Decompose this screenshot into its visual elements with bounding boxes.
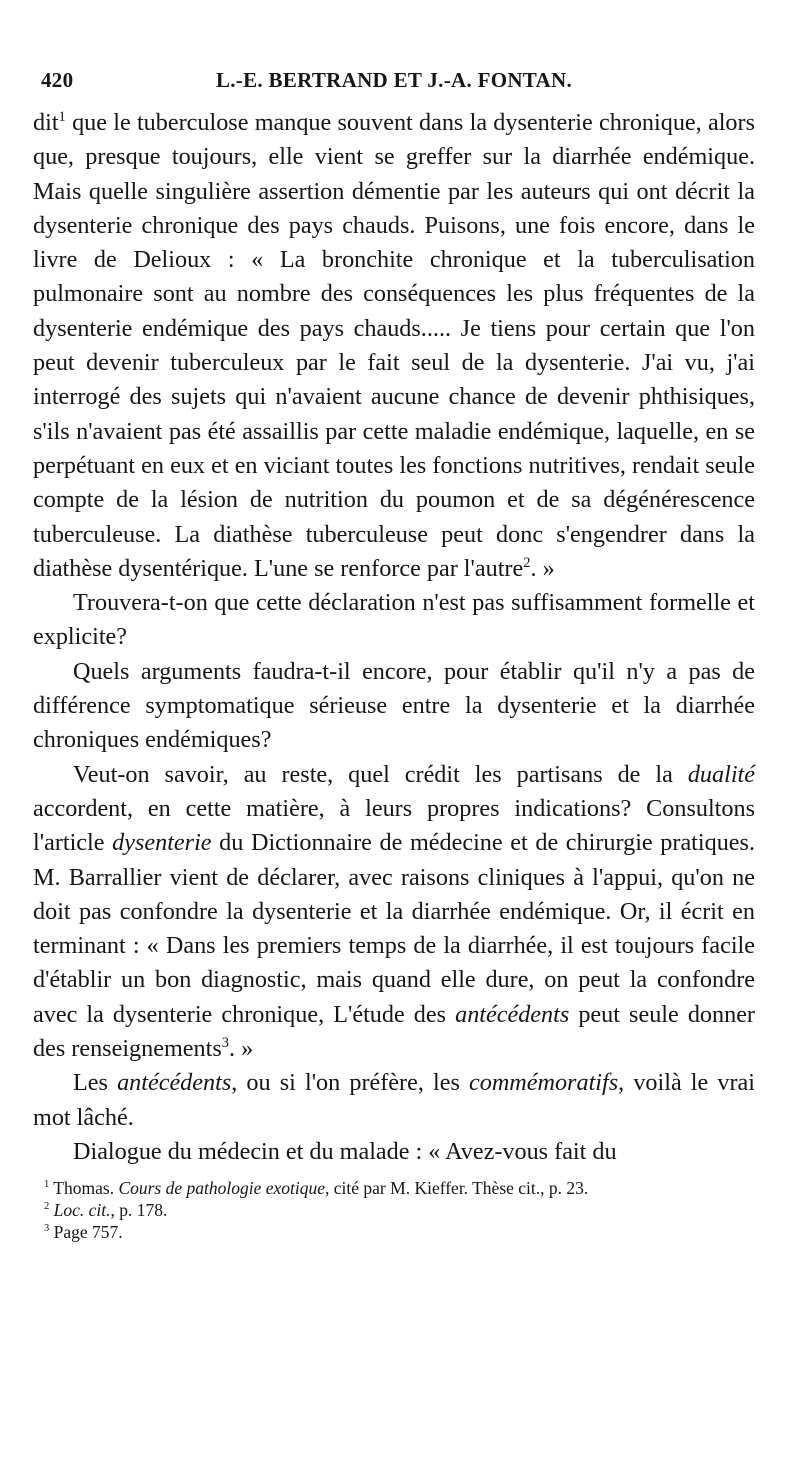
footnote-ref-1: 1 (58, 108, 66, 125)
italic-term: antécédents (455, 1000, 570, 1028)
italic-term: antécédents (117, 1069, 232, 1097)
text-run: Thomas. (49, 1178, 119, 1199)
italic-term: commémoratifs (469, 1069, 619, 1097)
footnote-3 (33, 1221, 755, 1243)
italic-term: dysenterie (112, 829, 212, 857)
footnote-2 (33, 1199, 755, 1221)
italic-term: Cours de pathologie exotique (118, 1178, 326, 1199)
text-run: . » (530, 554, 555, 582)
text-run: Veut-on savoir, au reste, quel crédit les partisans de la (73, 760, 688, 788)
text-run: , p. 178. (110, 1200, 168, 1221)
footnotes (33, 1177, 755, 1243)
text-run: , cité par M. Kieffer. Thèse cit., p. 23. (325, 1178, 589, 1199)
text-run: du Dictionnaire de médecine et de chirurgie pratiques. M. Barrallier vient de déclarer, avec raisons cliniques à l'appui, qu'on ne doit pas confondre la dysenterie et la diarrhée endémique. Or, il écrit en terminant : « Dans les premiers temps de la diarrhée, il est toujours facile d'établir un bon diagnostic, mais quand elle dure, on peut la confondre avec la dysenterie chronique, L'étude des (33, 829, 756, 1028)
text-run: . » (229, 1035, 254, 1063)
text-run: Page 757. (49, 1222, 123, 1243)
text-run: accordent, en cette matière, à leurs propres indications? Consultons l'article (33, 794, 755, 857)
running-header (33, 68, 755, 106)
text-run: que le tuberculose manque souvent dans la dysenterie chronique, alors que, presque toujours, elle vient se greffer sur la diarrhée endémique. Mais quelle singulière assertion démentie par les auteurs qui ont décrit la dysenterie chronique des pays chauds. Puisons, une fois encore, dans le livre de Delioux : « La bronchite chronique et la tuberculisation pulmonaire sont au nombre des conséquences les plus fréquentes de la dysenterie endémique des pays chauds..... Je tiens pour certain que l'on peut devenir tuberculeux par le fait seul de la dysenterie. J'ai vu, j'ai interrogé des sujets qui n'avaient aucune chance de devenir phthisiques, s'ils n'avaient pas été assaillis par cette maladie endémique, laquelle, en se perpétuant en eux et en viciant toutes les fonctions nutritives, rendait seule compte de la lésion de nutrition du poumon et de sa dégénérescence tuberculeuse. La diathèse tuberculeuse peut donc s'engendrer dans la diathèse dysentérique. L'une se renforce par l'autre (33, 109, 755, 582)
footnote-ref-3: 3 (221, 1034, 230, 1051)
text-run: dit (33, 109, 59, 136)
paragraph-4 (33, 758, 755, 1067)
paragraph-5 (33, 1066, 755, 1135)
text-run: , voilà le vrai mot lâché. (33, 1069, 755, 1131)
footnote-ref-2: 2 (523, 554, 531, 571)
page (33, 68, 755, 1243)
paragraph-2: Trouvera-t-on que cette déclaration n'est pas suffisamment formelle et explicite? (33, 589, 755, 651)
main-text (33, 106, 755, 1169)
footnote-mark: 2 (44, 1201, 50, 1213)
page-number: 420 (41, 68, 74, 92)
italic-term: dualité (687, 760, 755, 788)
footnote-mark: 1 (44, 1179, 50, 1191)
text-run: Les (73, 1069, 118, 1097)
footnote-mark: 3 (44, 1223, 50, 1235)
text-run: peut seule donner des renseignements (33, 1000, 755, 1063)
footnote-1 (33, 1177, 755, 1199)
paragraph-3: Quels arguments faudra-t-il encore, pour établir qu'il n'y a pas de différence symptomatique sérieuse entre la dysenterie et la diarrhée chroniques endémiques? (33, 657, 755, 754)
paragraph-1 (33, 106, 755, 586)
running-title: L.-E. BERTRAND ET J.-A. FONTAN. (215, 68, 573, 92)
text-run: , ou si l'on préfère, les (231, 1069, 469, 1097)
paragraph-6: Dialogue du médecin et du malade : « Avez-vous fait du (73, 1137, 617, 1165)
italic-term: Loc. cit. (49, 1200, 111, 1221)
